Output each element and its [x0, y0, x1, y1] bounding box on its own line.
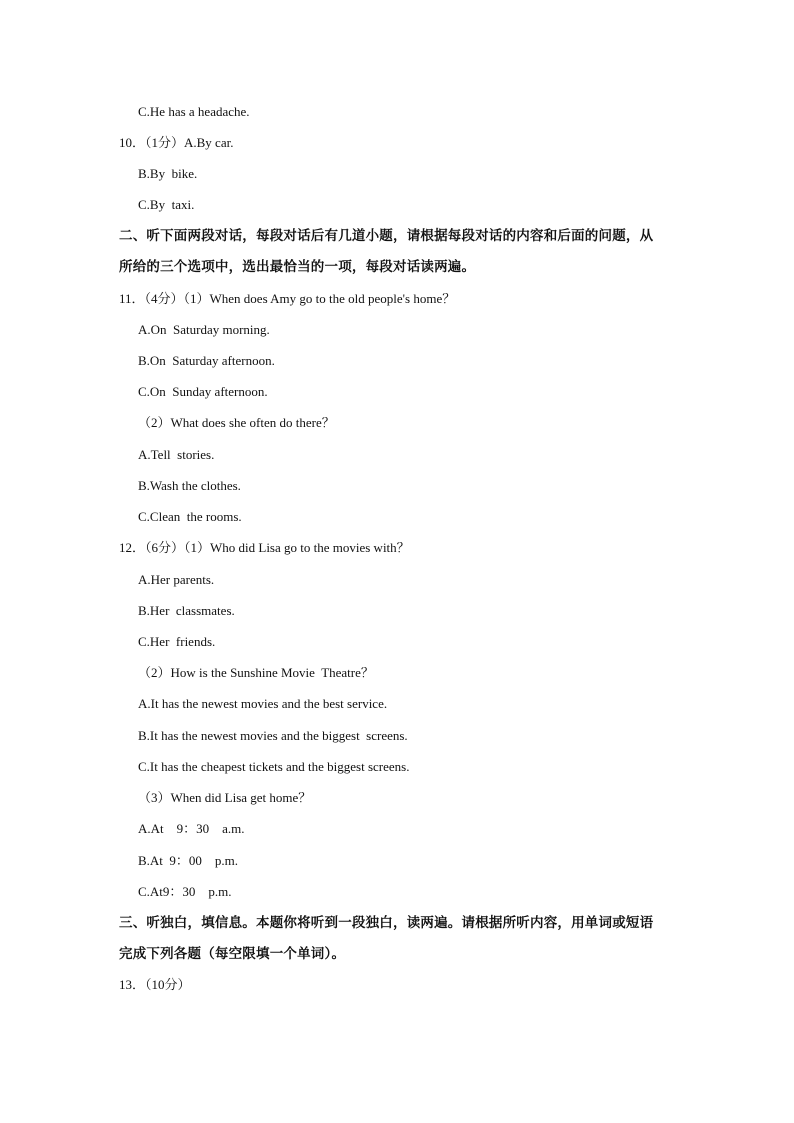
q10-header-option-a: 10．（1分）A.By car. — [119, 135, 234, 150]
q11-2-option-b: B.Wash the clothes. — [138, 478, 241, 493]
q12-3-option-c: C.At9：30 p.m. — [138, 884, 232, 899]
q11-1-option-b: B.On Saturday afternoon. — [138, 353, 275, 368]
q12-3-option-b: B.At 9：00 p.m. — [138, 853, 239, 868]
section3-instruction-line2: 完成下列各题（每空限填一个单词）。 — [119, 946, 346, 962]
q13-header: 13．（10分） — [119, 977, 191, 992]
section2-instruction-line1: 二、听下面两段对话，每段对话后有几道小题，请根据每段对话的内容和后面的问题，从 — [119, 228, 654, 244]
q11-1-option-c: C.On Sunday afternoon. — [138, 384, 268, 399]
section2-instruction-line2: 所给的三个选项中，选出最恰当的一项，每段对话读两遍。 — [119, 259, 476, 275]
q11-subquestion-2: （2）What does she often do there？ — [138, 415, 335, 430]
q12-1-option-b: B.Her classmates. — [138, 603, 235, 618]
q12-header: 12．（6分）（1）Who did Lisa go to the movies with？ — [119, 540, 410, 555]
q12-1-option-c: C.Her friends. — [138, 634, 216, 649]
q12-2-option-b: B.It has the newest movies and the biggest screens. — [138, 728, 408, 743]
q12-subquestion-3: （3）When did Lisa get home？ — [138, 790, 312, 805]
q12-1-option-a: A.Her parents. — [138, 572, 215, 587]
q12-3-option-a: A.At 9：30 a.m. — [138, 821, 245, 836]
q10-option-b: B.By bike. — [138, 166, 198, 181]
q12-2-option-c: C.It has the cheapest tickets and the biggest screens. — [138, 759, 410, 774]
q9-option-c: C.He has a headache. — [138, 104, 250, 119]
section3-instruction-line1: 三、听独白，填信息。本题你将听到一段独白，读两遍。请根据所听内容，用单词或短语 — [119, 915, 654, 931]
q12-2-option-a: A.It has the newest movies and the best service. — [138, 696, 388, 711]
q11-1-option-a: A.On Saturday morning. — [138, 322, 270, 337]
q11-2-option-c: C.Clean the rooms. — [138, 509, 242, 524]
q11-header: 11．（4分）（1）When does Amy go to the old people's home？ — [119, 291, 456, 306]
q10-option-c: C.By taxi. — [138, 197, 195, 212]
q12-subquestion-2: （2）How is the Sunshine Movie Theatre？ — [138, 665, 374, 680]
q11-2-option-a: A.Tell stories. — [138, 447, 215, 462]
